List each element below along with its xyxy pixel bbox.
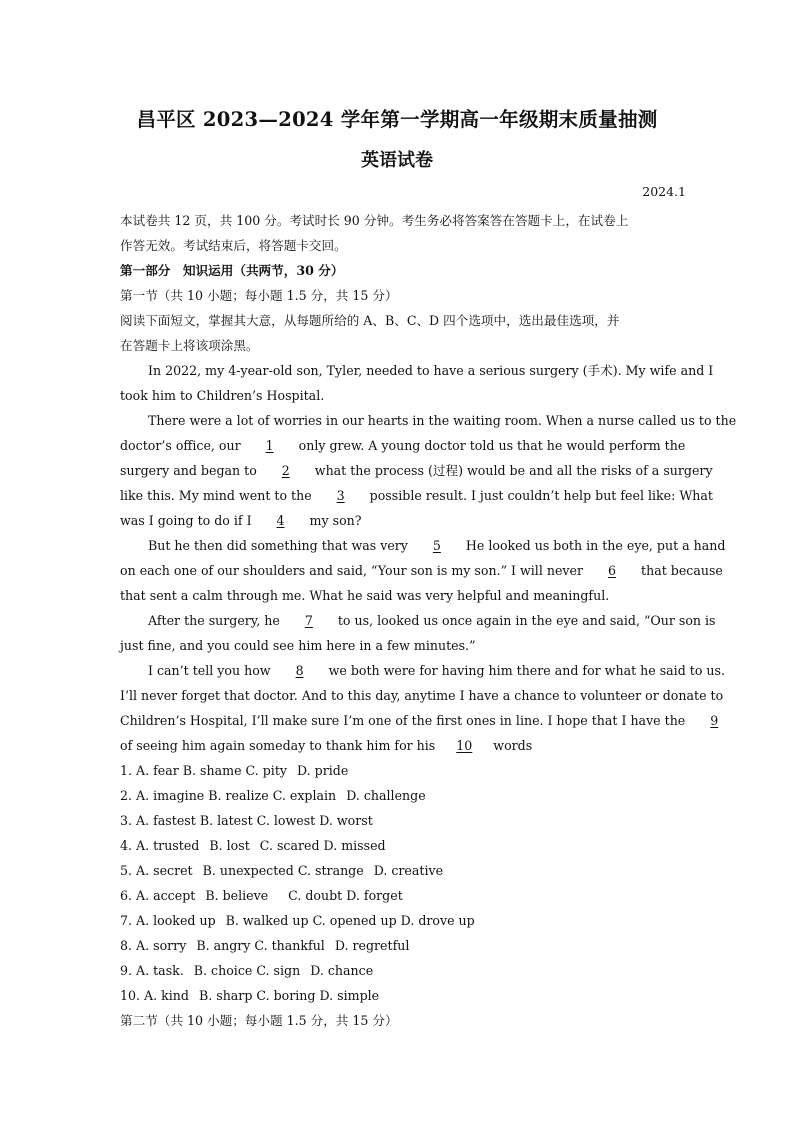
passage-text: possible result. I just couldn’t help but feel like: What <box>365 488 713 503</box>
passage-text: only grew. A young doctor told us that he would perform the <box>294 438 686 453</box>
passage-line <box>120 608 716 633</box>
option-row <box>120 933 680 958</box>
option-a: 4. A. trusted <box>120 838 200 853</box>
passage-text: He looked us both in the eye, put a hand <box>461 538 726 553</box>
blank-1 <box>245 433 295 458</box>
blank-number: 9 <box>710 713 719 728</box>
passage-text: was I going to do if I <box>120 513 256 528</box>
passage-line <box>120 508 680 533</box>
passage-text: Children’s Hospital, I’ll make sure I’m one of the first ones in line. I hope that I have the <box>120 713 690 728</box>
blank-5 <box>412 533 462 558</box>
option-c: C. boring <box>256 988 316 1003</box>
blank-number: 5 <box>432 538 441 553</box>
option-row <box>120 958 680 983</box>
option-row <box>120 858 680 883</box>
passage-line <box>120 433 686 458</box>
passage-line: just fine, and you could see him here in a few minutes.” <box>120 638 476 653</box>
option-b: B. believe <box>205 888 269 903</box>
blank-number: 3 <box>336 488 345 503</box>
option-row <box>120 833 680 858</box>
option-a: 3. A. fastest <box>120 813 196 828</box>
option-a: 9. A. task. <box>120 963 184 978</box>
passage-line: In 2022, my 4-year-old son, Tyler, needed to have a serious surgery (手术). My wife and I <box>148 363 714 378</box>
option-row <box>120 883 680 908</box>
passage-line <box>120 708 719 733</box>
blank-9 <box>689 708 739 733</box>
passage-text: like this. My mind went to the <box>120 488 316 503</box>
option-c: C. lowest <box>256 813 316 828</box>
section-heading: 第一节（共 10 小题；每小题 1.5 分，共 15 分） <box>120 288 398 303</box>
blank-number: 7 <box>304 613 313 628</box>
option-d: D. regretful <box>334 938 410 953</box>
option-a: 1. A. fear <box>120 763 179 778</box>
blank-3 <box>316 483 366 508</box>
option-c: C. opened up <box>312 913 397 928</box>
passage-line <box>120 458 713 483</box>
option-b: B. shame <box>182 763 242 778</box>
option-b: B. latest <box>199 813 253 828</box>
option-a: 7. A. looked up <box>120 913 216 928</box>
option-d: D. forget <box>346 888 403 903</box>
option-a: 10. A. kind <box>120 988 189 1003</box>
passage-line: I’ll never forget that doctor. And to this day, anytime I have a chance to volunteer or donate to <box>120 688 724 703</box>
passage-line <box>120 733 680 758</box>
option-c: C. scared <box>259 838 320 853</box>
blank-number: 6 <box>608 563 617 578</box>
option-b: B. unexpected <box>202 863 294 878</box>
passage-line: There were a lot of worries in our hearts in the waiting room. When a nurse called us to the <box>148 413 737 428</box>
blank-8 <box>275 658 325 683</box>
passage-text: my son? <box>305 513 362 528</box>
passage-text: After the surgery, he <box>148 613 284 628</box>
instruction-line: 在答题卡上将该项涂黑。 <box>120 338 259 353</box>
option-a: 5. A. secret <box>120 863 193 878</box>
passage-line <box>120 483 713 508</box>
instruction-line: 阅读下面短文，掌握其大意，从每题所给的 A、B、C、D 四个选项中，选出最佳选项，并 <box>120 313 620 328</box>
blank-7 <box>284 608 334 633</box>
passage-text: we both were for having him there and for what he said to us. <box>324 663 726 678</box>
option-row <box>120 908 680 933</box>
passage-text: of seeing him again someday to thank him for his <box>120 738 440 753</box>
blank-number: 2 <box>281 463 290 478</box>
option-b: B. sharp <box>198 988 253 1003</box>
option-d: D. creative <box>373 863 444 878</box>
blank-2 <box>261 458 311 483</box>
option-b: B. angry <box>196 938 251 953</box>
option-row <box>120 758 680 783</box>
passage-line <box>120 658 726 683</box>
exam-date: 2024.1 <box>642 184 686 199</box>
option-d: D. pride <box>297 763 349 778</box>
exam-body <box>120 208 737 1033</box>
page-subtitle: 英语试卷 <box>361 150 433 171</box>
passage-line: took him to Children’s Hospital. <box>120 388 325 403</box>
blank-number: 10 <box>456 738 473 753</box>
option-c: C. pity <box>245 763 288 778</box>
passage-text: words <box>489 738 533 753</box>
option-b: B. realize <box>208 788 269 803</box>
passage-text: surgery and began to <box>120 463 261 478</box>
option-d: D. drove up <box>400 913 475 928</box>
option-c: C. strange <box>297 863 364 878</box>
intro-line: 本试卷共 12 页，共 100 分。考试时长 90 分钟。考生务必将答案答在答题卡上，在试卷上 <box>120 213 629 228</box>
option-d: D. missed <box>323 838 386 853</box>
option-a: 2. A. imagine <box>120 788 205 803</box>
option-d: D. chance <box>310 963 374 978</box>
option-c: C. explain <box>272 788 337 803</box>
intro-line: 作答无效。考试结束后，将答题卡交回。 <box>120 238 347 253</box>
option-a: 6. A. accept <box>120 888 196 903</box>
option-c: C. doubt <box>288 888 343 903</box>
option-b: B. lost <box>209 838 250 853</box>
option-c: C. thankful <box>254 938 325 953</box>
blank-number: 1 <box>265 438 274 453</box>
passage-text: that because <box>637 563 723 578</box>
blank-10 <box>439 733 489 758</box>
option-row <box>120 808 680 833</box>
blank-6 <box>587 558 637 583</box>
option-b: B. walked up <box>225 913 309 928</box>
passage-line <box>120 533 726 558</box>
page-title: 昌平区 2023—2024 学年第一学期高一年级期末质量抽测 <box>136 108 658 131</box>
passage-text: to us, looked us once again in the eye and said, “Our son is <box>333 613 716 628</box>
option-row <box>120 983 680 1008</box>
passage-line <box>120 558 723 583</box>
option-a: 8. A. sorry <box>120 938 187 953</box>
option-b: B. choice <box>193 963 253 978</box>
passage-text: But he then did something that was very <box>148 538 412 553</box>
passage-text: I can’t tell you how <box>148 663 275 678</box>
section-heading: 第二节（共 10 小题；每小题 1.5 分，共 15 分） <box>120 1013 398 1028</box>
passage-line: that sent a calm through me. What he said was very helpful and meaningful. <box>120 588 610 603</box>
passage-text: doctor’s office, our <box>120 438 245 453</box>
passage-text: on each one of our shoulders and said, “Your son is my son.” I will never <box>120 563 588 578</box>
passage-text: what the process (过程) would be and all the risks of a surgery <box>310 463 713 478</box>
option-d: D. challenge <box>346 788 426 803</box>
part-heading: 第一部分 知识运用（共两节，30 分） <box>120 263 344 278</box>
blank-number: 4 <box>276 513 285 528</box>
blank-4 <box>256 508 306 533</box>
option-row <box>120 783 680 808</box>
blank-number: 8 <box>295 663 304 678</box>
options-list <box>120 758 680 1008</box>
option-d: D. simple <box>319 988 380 1003</box>
option-c: C. sign <box>256 963 301 978</box>
option-d: D. worst <box>319 813 373 828</box>
